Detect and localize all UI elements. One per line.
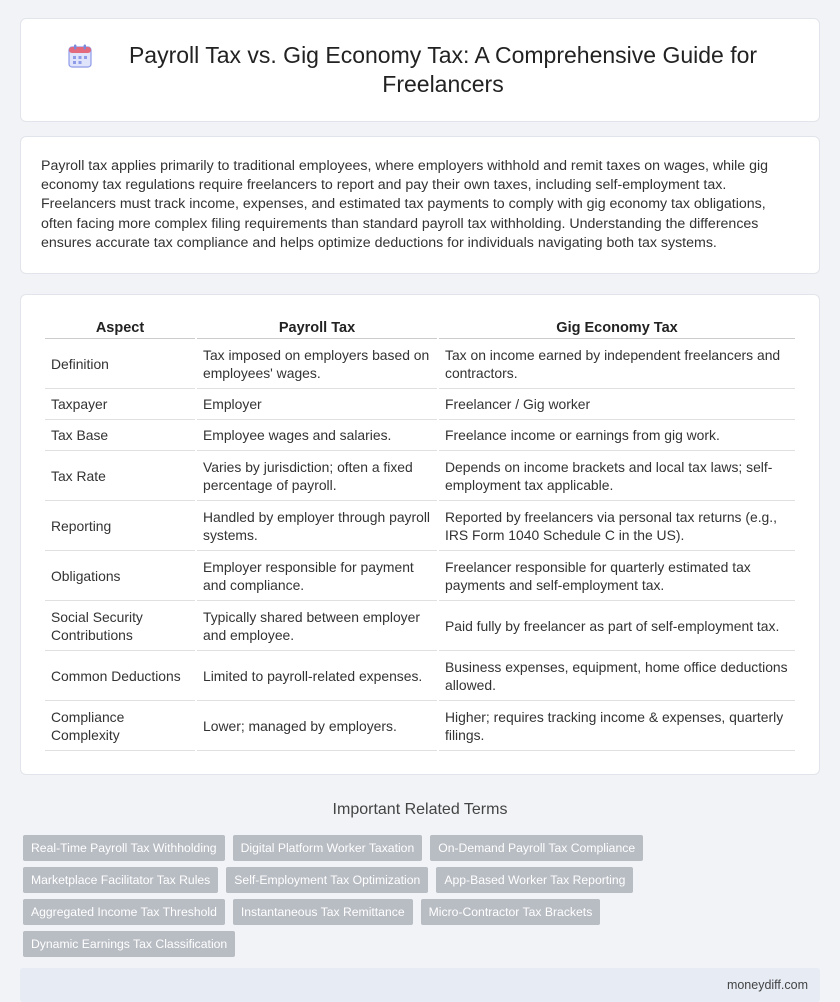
table-cell-payroll: Employee wages and salaries. <box>197 422 437 451</box>
related-term-tag[interactable]: Self-Employment Tax Optimization <box>226 867 428 893</box>
header-payroll-tax: Payroll Tax <box>197 317 437 339</box>
table-cell-aspect: Compliance Complexity <box>45 703 195 751</box>
table-row <box>45 453 795 501</box>
table-row <box>45 603 795 651</box>
table-row <box>45 341 795 389</box>
intro-text: Payroll tax applies primarily to traditional employees, where employers withhold and remit taxes on wages, while gig economy tax regulations require freelancers to report and pay their own taxes, including self-employment tax. Freelancers must track income, expenses, and estimated tax payments to comply with gig economy tax obligations, often facing more complex filing requirements than standard payroll tax withholding. Understanding the differences ensures accurate tax compliance and helps optimize deductions for individuals navigating both tax systems. <box>41 158 769 251</box>
related-term-tag[interactable]: Marketplace Facilitator Tax Rules <box>23 867 218 893</box>
table-cell-gig: Freelancer / Gig worker <box>439 391 795 420</box>
related-terms-title: Important Related Terms <box>332 801 508 818</box>
table-cell-gig: Freelance income or earnings from gig work. <box>439 422 795 451</box>
header-aspect: Aspect <box>45 317 195 339</box>
table-row <box>45 553 795 601</box>
table-cell-gig: Paid fully by freelancer as part of self-employment tax. <box>439 603 795 651</box>
related-term-tag[interactable]: Digital Platform Worker Taxation <box>233 835 423 861</box>
table-cell-aspect: Taxpayer <box>45 391 195 420</box>
table-cell-payroll: Employer <box>197 391 437 420</box>
table-cell-aspect: Reporting <box>45 503 195 551</box>
table-row <box>45 422 795 451</box>
comparison-card <box>20 294 820 775</box>
table-row <box>45 391 795 420</box>
table-cell-aspect: Obligations <box>45 553 195 601</box>
footer-site-link[interactable]: moneydiff.com <box>726 978 808 992</box>
table-cell-aspect: Social Security Contributions <box>45 603 195 651</box>
related-terms-section <box>0 801 840 957</box>
title-wrap <box>67 41 773 99</box>
related-terms-tags <box>23 835 820 957</box>
related-term-tag[interactable]: Micro-Contractor Tax Brackets <box>421 899 601 925</box>
related-term-tag[interactable]: Dynamic Earnings Tax Classification <box>23 931 235 957</box>
table-row <box>45 703 795 751</box>
table-cell-payroll: Lower; managed by employers. <box>197 703 437 751</box>
table-cell-aspect: Common Deductions <box>45 653 195 701</box>
table-header-row <box>45 317 795 339</box>
intro-card <box>20 136 820 274</box>
table-cell-gig: Higher; requires tracking income & expenses, quarterly filings. <box>439 703 795 751</box>
footer <box>20 968 820 1002</box>
related-term-tag[interactable]: Instantaneous Tax Remittance <box>233 899 413 925</box>
related-term-tag[interactable]: On-Demand Payroll Tax Compliance <box>430 835 643 861</box>
table-cell-aspect: Tax Rate <box>45 453 195 501</box>
table-row <box>45 653 795 701</box>
table-cell-aspect: Definition <box>45 341 195 389</box>
comparison-table <box>43 315 797 753</box>
page-title: Payroll Tax vs. Gig Economy Tax: A Comprehensive Guide for Freelancers <box>128 42 758 97</box>
table-cell-gig: Business expenses, equipment, home office deductions allowed. <box>439 653 795 701</box>
table-cell-payroll: Typically shared between employer and employee. <box>197 603 437 651</box>
calendar-icon <box>67 43 93 69</box>
table-cell-gig: Depends on income brackets and local tax laws; self-employment tax applicable. <box>439 453 795 501</box>
related-term-tag[interactable]: Aggregated Income Tax Threshold <box>23 899 225 925</box>
table-cell-aspect: Tax Base <box>45 422 195 451</box>
table-cell-payroll: Handled by employer through payroll systems. <box>197 503 437 551</box>
related-term-tag[interactable]: App-Based Worker Tax Reporting <box>436 867 633 893</box>
table-cell-payroll: Employer responsible for payment and compliance. <box>197 553 437 601</box>
header-card <box>20 18 820 122</box>
table-cell-gig: Freelancer responsible for quarterly estimated tax payments and self-employment tax. <box>439 553 795 601</box>
table-row <box>45 503 795 551</box>
header-gig-economy-tax: Gig Economy Tax <box>439 317 795 339</box>
related-term-tag[interactable]: Real-Time Payroll Tax Withholding <box>23 835 225 861</box>
table-cell-payroll: Varies by jurisdiction; often a fixed percentage of payroll. <box>197 453 437 501</box>
table-cell-gig: Reported by freelancers via personal tax returns (e.g., IRS Form 1040 Schedule C in the US). <box>439 503 795 551</box>
table-cell-payroll: Limited to payroll-related expenses. <box>197 653 437 701</box>
table-cell-payroll: Tax imposed on employers based on employees' wages. <box>197 341 437 389</box>
table-cell-gig: Tax on income earned by independent freelancers and contractors. <box>439 341 795 389</box>
